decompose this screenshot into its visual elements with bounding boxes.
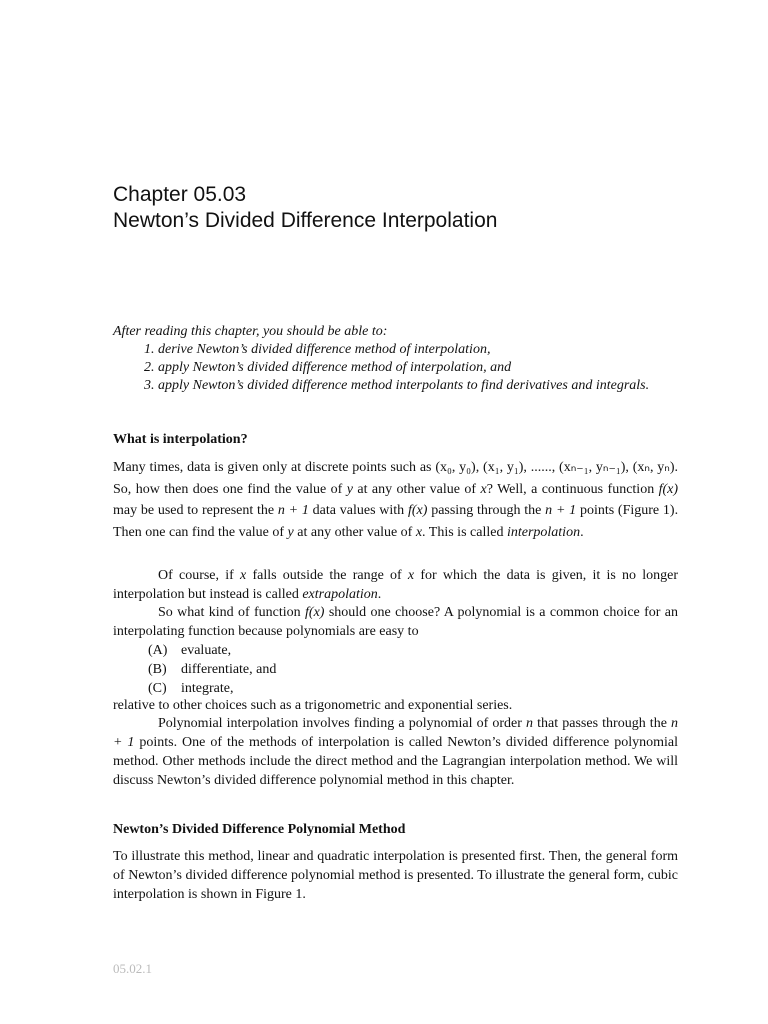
- objective-item: 2. apply Newton’s divided difference method of interpolation, and: [158, 359, 678, 377]
- list-item: (C) integrate,: [148, 681, 234, 696]
- paragraph-extrapolation: Of course, if x falls outside the range of x for which the data is given, it is no longer interpolation but instead is called extrapolation.: [113, 568, 679, 602]
- section-heading-interpolation: What is interpolation?: [113, 432, 248, 447]
- data-points: (x₀, y₀), (x₁, y₁), ......, (xₙ₋₁, yₙ₋₁), (xₙ, yₙ).: [435, 460, 679, 475]
- objective-item: 1. derive Newton’s divided difference method of interpolation,: [158, 341, 678, 359]
- list-item: (A) evaluate,: [148, 643, 232, 658]
- paragraph-interpolation-intro: Many times, data is given only at discrete points such as (x₀, y₀), (x₁, y₁), ......, (xₙ₋₁, yₙ₋₁), (xₙ, yₙ). So, how then does one find the value of y at any other value of x? Well, a continuous function f(x) may be used to represent the n + 1 data values with f(x) passing through the n + 1 points (Figure 1). Then one can find the value of y at any other value of x. This is called interpolation.: [113, 460, 679, 541]
- chapter-number: Chapter 05.03: [113, 183, 247, 206]
- objectives: [113, 323, 678, 395]
- paragraph-relative: relative to other choices such as a trigonometric and exponential series.: [113, 698, 513, 713]
- chapter-title: Newton’s Divided Difference Interpolation: [113, 209, 498, 232]
- paragraph-newton-method: To illustrate this method, linear and quadratic interpolation is presented first. Then, the general form of Newton’s divided difference polynomial method is presented. To illustrate the general form, cubic interpolation is shown in Figure 1.: [113, 849, 678, 902]
- objectives-list: [113, 341, 678, 395]
- section-heading-newton-method: Newton’s Divided Difference Polynomial Method: [113, 822, 406, 837]
- objective-item: 3. apply Newton’s divided difference method interpolants to find derivatives and integrals.: [158, 377, 678, 395]
- polynomial-properties-list: [148, 641, 276, 698]
- paragraph-polynomial-choice: So what kind of function f(x) should one choose? A polynomial is a common choice for an interpolating function because polynomials are easy to: [113, 605, 678, 639]
- list-item: (B) differentiate, and: [148, 662, 277, 677]
- objectives-intro: After reading this chapter, you should be able to:: [113, 324, 388, 339]
- paragraph-polynomial-interpolation: Polynomial interpolation involves finding a polynomial of order n that passes through the n + 1 points. One of the methods of interpolation is called Newton’s divided difference polynomial method. Other methods include the direct method and the Lagrangian interpolation method. We will discuss Newton’s divided difference polynomial method in this chapter.: [113, 716, 679, 788]
- page-number: 05.02.1: [113, 961, 152, 976]
